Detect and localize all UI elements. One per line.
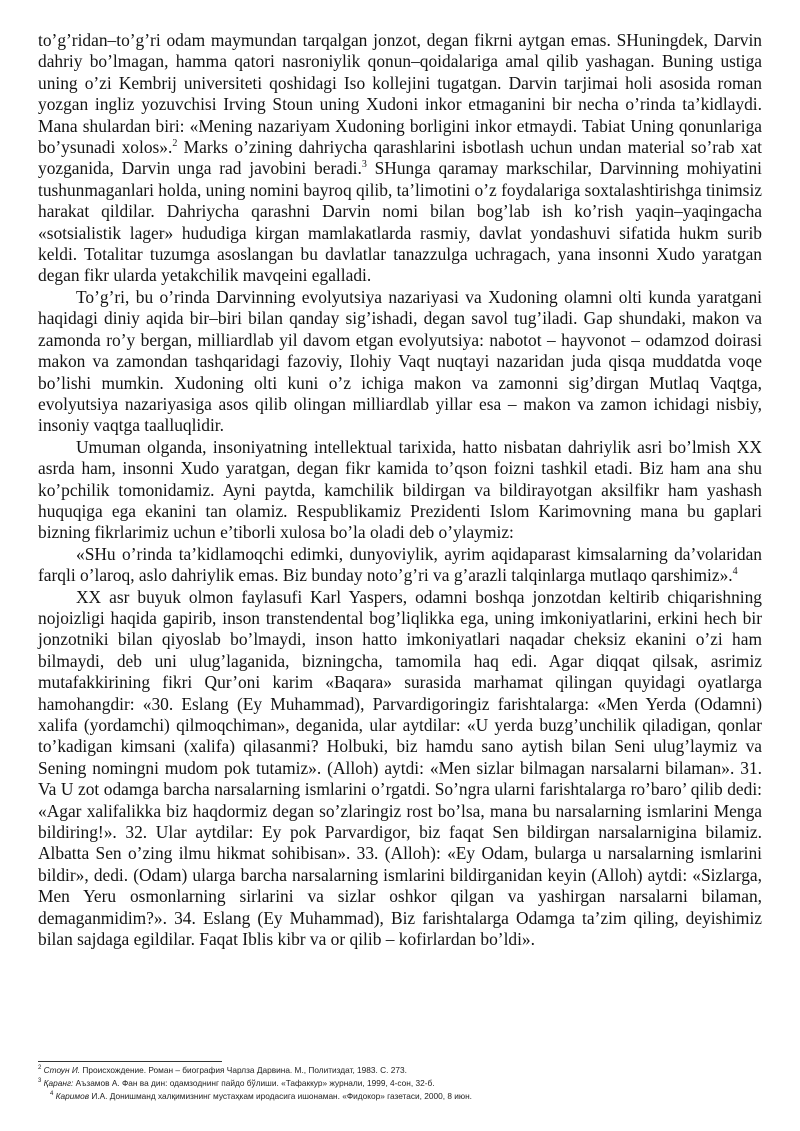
paragraph-1 bbox=[38, 30, 762, 287]
document-body bbox=[38, 30, 762, 950]
footnote-text: Аъзамов А. Фан ва дин: одамзоднинг пайдо бўлиши. «Тафаккур» журнали, 1999, 4-сон, 32-б. bbox=[73, 1078, 435, 1088]
paragraph-text: to’g’ridan–to’g’ri odam maymundan tarqalgan jonzot, degan fikrni aytgan emas. SHuningdek, Darvin dahriy bo’lmagan, hamma qatori nasroniylik qonun–qoidalariga amal qilib yashagan. Buning ustiga uning o’zi Kembrij universiteti qoshidagi Iso kollejini tugatgan. Darvin tarjimai holi asosida roman yozgan ingliz yozuvchisi Irving Stoun uning Xudoni inkor etmaganini bir necha o’rinda ta’kidlaydi. Mana shulardan biri: «Mening nazariyam Xudoning borligini inkor etmaydi. Tabiat Uning qonunlariga bo’ysunadi xolos». bbox=[38, 30, 762, 158]
paragraph-4-quote bbox=[38, 544, 762, 587]
paragraph-text: «SHu o’rinda ta’kidlamoqchi edimki, dunyoviylik, ayrim aqidaparast kimsalarning da’volaridan farqli o’laroq, aslo dahriylik emas. Biz bunday noto’g’ri va g’arazli talqinlarga mutlaqo qarshimiz». bbox=[38, 543, 762, 586]
footnote-separator bbox=[38, 1061, 222, 1062]
footnote-4 bbox=[38, 1090, 762, 1103]
footnote-author: Қаранг: bbox=[43, 1078, 74, 1088]
footnote-number: 3 bbox=[38, 1078, 42, 1085]
footnotes bbox=[38, 1064, 762, 1103]
footnote-number: 2 bbox=[38, 1065, 42, 1072]
footnote-ref-3[interactable]: 3 bbox=[361, 159, 367, 171]
paragraph-2: To’g’ri, bu o’rinda Darvinning evolyutsiya nazariyasi va Xudoning olamni olti kunda yaratgani haqidagi diniy aqida bir–biri bilan qanday sig’ishadi, degan savol tug’iladi. Gap shundaki, makon va zamonda ro’y bergan, milliardlab yil davom etgan evolyutsiya: nabotot – hayvonot – odamzod doirasi makon va zamondan tashqaridagi fazoviy, Ilohiy Vaqt nuqtayi nazaridan juda qisqa muddatda voqe bo’lishi mumkin. Xudoning olti kuni o’z ichiga makon va zamonni sig’dirgan Mutlaq Vaqtga, evolyutsiya nazariyasiga asos qilib olingan milliardlab yillar esa – makon va zamon ichidagi nisbiy, insoniy vaqtga taalluqlidir. bbox=[38, 286, 762, 436]
paragraph-text: SHunga qaramay markschilar, Darvinning mohiyatini tushunmaganlari holda, uning nomini bayroq qilib, ta’limotini o’z foydalariga soxtalashtirishga tinimsiz harakat qildilar. Dahriycha qarashni Darvin nomi bilan bog’lab ish ko’rish yaqin–yaqingacha «sotsialistik lager» hududiga kirgan mamlakatlarda rasmiy, davlat yondashuvi sifatida hukm surib keldi. Totalitar tuzumga asoslangan bu davlatlar tanazzulga uchragach, yana insonni Xudo yaratgan degan fikr ularda yetakchilik mavqeini egalladi. bbox=[38, 158, 762, 286]
footnote-ref-4[interactable]: 4 bbox=[732, 566, 738, 578]
footnote-text: Происхождение. Роман – биография Чарлза Дарвина. М., Политиздат, 1983. С. 273. bbox=[80, 1065, 407, 1075]
footnote-text: И.А. Донишманд халқимизнинг мустаҳкам иродасига ишонаман. «Фидокор» газетаси, 2000, 8 июн. bbox=[89, 1091, 472, 1101]
footnote-2 bbox=[38, 1064, 762, 1077]
paragraph-text: Marks o’zining dahriycha qarashlarini isbotlash uchun undan material so’rab xat yozganida, Darvin unga rad javobini beradi. bbox=[38, 137, 762, 179]
footnote-author: Каримов bbox=[55, 1091, 90, 1101]
footnote-author: Стоун И. bbox=[43, 1065, 81, 1075]
footnote-number: 4 bbox=[50, 1091, 54, 1098]
paragraph-5: XX asr buyuk olmon faylasufi Karl Yaspers, odamni boshqa jonzotdan keltirib chiqarishning nojoizligi haqida gapirib, inson transtendental bog’liqlikka ega, uning imkoniyatlarini, erkini hech bir jonzotniki bilan qiyoslab bo’lmaydi, inson hatto imkoniyatlari naqadar cheksiz ekanini o’zi ham bilmaydi, deb uni ulug’laganida, bizningcha, tamomila haq edi. Agar diqqat qilsak, asrimiz mutafakkirining fikri Qur’oni karim «Baqara» surasida marhamat qilingan quyidagi oyatlarga hamohangdir: «30. Eslang (Ey Muhammad), Parvardigoringiz farishtalarga: «Men Yerda (Odamni) xalifa (yordamchi) qilmoqchiman», deganida, ular aytdilar: «U yerda buzg’unchilik qiladigan, qonlar to’kadigan kimsani (xalifa) qilasanmi? Holbuki, biz hamdu sano aytish bilan Seni ulug’laymiz va Sening nomingni mudom pok tutamiz». (Alloh) aytdi: «Men sizlar bilmagan narsalarni bilaman». 31. Va U zot odamga barcha narsalarning ismlarini o’rgatdi. So’ngra ularni farishtalarga ro’baro’ qilib dedi: «Agar xalifalikka biz haqdormiz degan so’zlaringiz rost bo’lsa, mana bu narsalarning ismlarini Menga bildiring!». 32. Ular aytdilar: Ey pok Parvardigor, biz faqat Sen bildirgan narsalarnigina bilamiz. Albatta Sen o’zing ilmu hikmat sohibisan». 33. (Alloh): «Ey Odam, bularga u narsalarning ismlarini bildir», dedi. (Odam) ularga barcha narsalarning ismlarini bildirganidan keyin (Alloh) aytdi: «Sizlarga, Men Yeru osmonlarning sirlarini va sizlar oshkor qilgan va yashirgan narsalarni bilaman, demaganmidim?». 34. Eslang (Ey Muhammad), Biz farishtalarga Odamga ta’zim qiling, deyishimiz bilan sajdaga egildilar. Faqat Iblis kibr va or qilib – kofirlardan bo’ldi». bbox=[38, 586, 762, 950]
footnote-3 bbox=[38, 1077, 762, 1090]
footnote-ref-2[interactable]: 2 bbox=[172, 138, 178, 150]
paragraph-3: Umuman olganda, insoniyatning intellektual tarixida, hatto nisbatan dahriylik asri bo’lmish XX asrda ham, insonni Xudo yaratgan, degan fikr kamida to’qson foizni tashkil etadi. Biz ham ana shu ko’pchilik tomonidamiz. Ayni paytda, kamchilik bildirgan va bildirayotgan aksilfikr ham yashash huquqiga ega ekanini tan olamiz. Respublikamiz Prezidenti Islom Karimovning mana bu gaplari bizning fikrlarimiz uchun e’tiborli xulosa bo’la oladi deb o’ylaymiz: bbox=[38, 436, 762, 543]
